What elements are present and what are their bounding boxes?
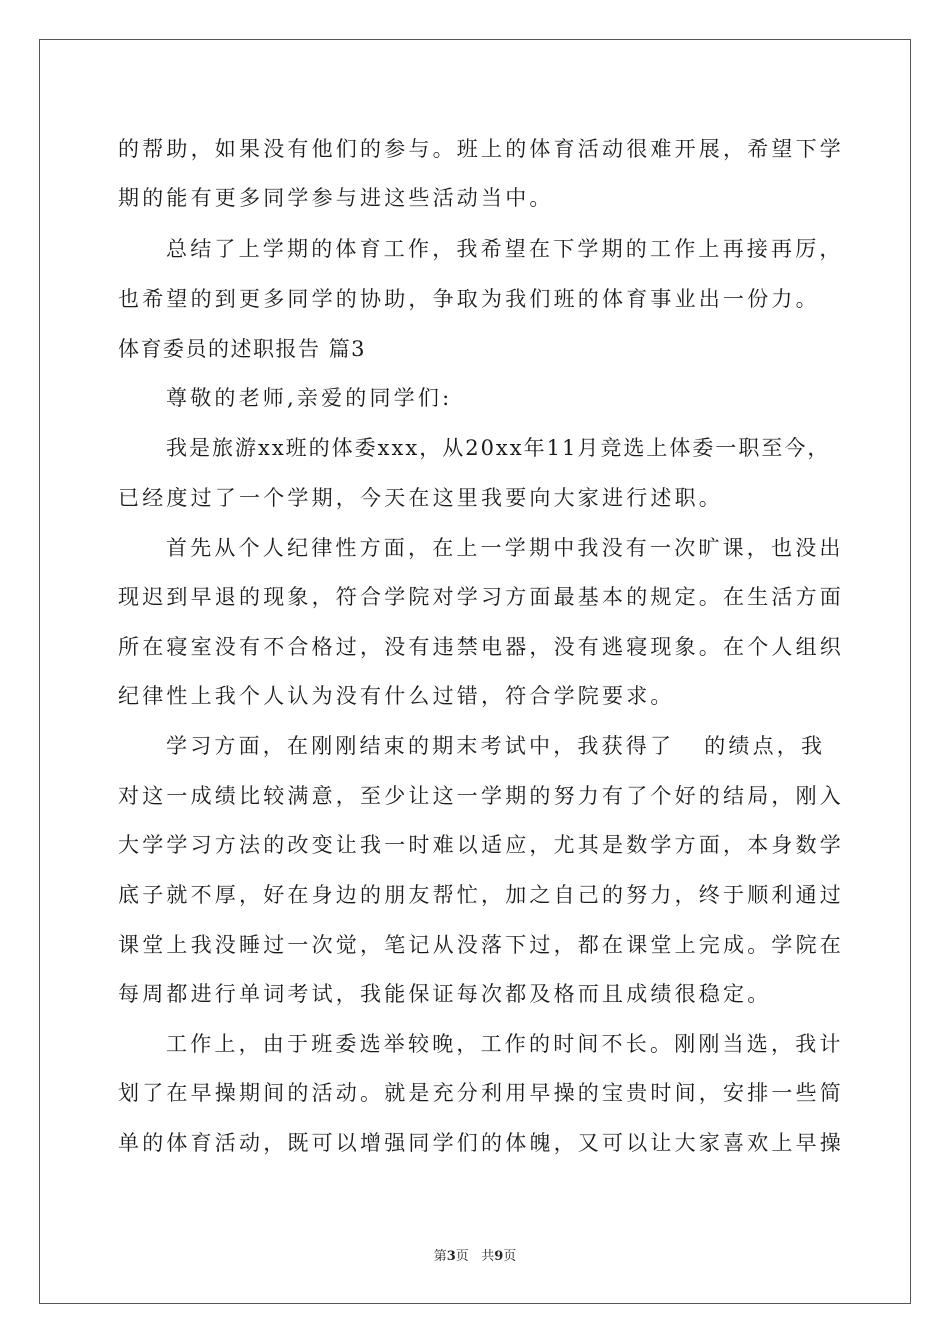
text-line: 工作上，由于班委选举较晚，工作的时间不长。刚刚当选，我计 <box>166 1032 844 1056</box>
text-line: 的帮助，如果没有他们的参与。班上的体育活动很难开展，希望下学 <box>118 137 844 161</box>
text-line <box>166 734 825 758</box>
page-suffix: 页 <box>503 1249 517 1264</box>
page-border <box>39 39 911 1304</box>
page-total: 9 <box>494 1249 504 1264</box>
text-line: 单的体育活动，既可以增强同学们的体魄，又可以让大家喜欢上早操 <box>118 1131 844 1155</box>
text-line: 纪律性上我个人认为没有什么过错，符合学院要求。 <box>118 684 675 708</box>
text-line: 每周都进行单词考试，我能保证每次都及格而且成绩很稳定。 <box>118 982 772 1006</box>
text-line: 对这一成绩比较满意，至少让这一学期的努力有了个好的结局，刚入 <box>118 784 844 808</box>
page-prefix: 第 <box>433 1249 447 1264</box>
text-line: 划了在早操期间的活动。就是充分利用早操的宝贵时间，安排一些简 <box>118 1081 844 1105</box>
text-line: 尊敬的老师,亲爱的同学们: <box>166 386 453 410</box>
text-line: 总结了上学期的体育工作，我希望在下学期的工作上再接再厉， <box>166 237 844 261</box>
section-heading: 体育委员的述职报告 篇3 <box>118 337 367 361</box>
text-line: 首先从个人纪律性方面，在上一学期中我没有一次旷课，也没出 <box>166 536 844 560</box>
page-footer <box>0 1249 950 1265</box>
text-line: 大学学习方法的改变让我一时难以适应，尤其是数学方面，本身数学 <box>118 833 844 857</box>
text-line: 我是旅游xx班的体委xxx，从20xx年11月竞选上体委一职至今， <box>166 436 831 460</box>
page-mid: 页 共 <box>455 1249 495 1264</box>
text-line: 底子就不厚，好在身边的朋友帮忙，加之自己的努力，终于顺利通过 <box>118 883 844 907</box>
text-line: 所在寝室没有不合格过，没有违禁电器，没有逃寝现象。在个人组织 <box>118 635 844 659</box>
text-fragment: 的绩点，我 <box>704 734 826 758</box>
text-line: 也希望的到更多同学的协助，争取为我们班的体育事业出一份力。 <box>118 287 820 311</box>
text-fragment: 学习方面，在刚刚结束的期末考试中，我获得了 <box>166 734 675 758</box>
page-current: 3 <box>446 1249 456 1264</box>
text-line: 课堂上我没睡过一次觉，笔记从没落下过，都在课堂上完成。学院在 <box>118 933 844 957</box>
text-line: 现迟到早退的现象，符合学院对学习方面最基本的规定。在生活方面 <box>118 585 844 609</box>
text-line: 期的能有更多同学参与进这些活动当中。 <box>118 186 554 210</box>
text-line: 已经度过了一个学期，今天在这里我要向大家进行述职。 <box>118 486 723 510</box>
